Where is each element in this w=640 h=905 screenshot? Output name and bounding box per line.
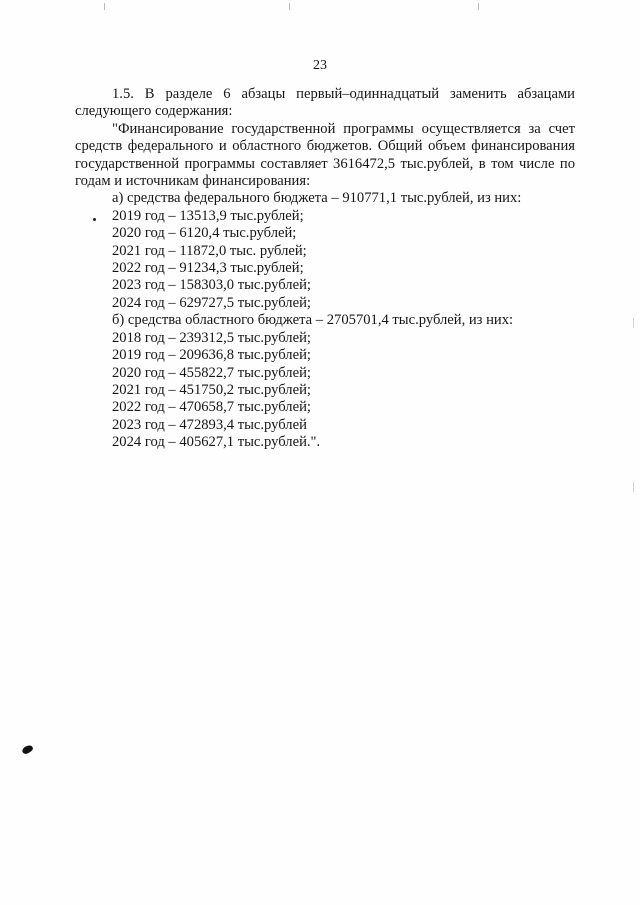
federal-item: 2020 год – 6120,4 тыс.рублей; <box>112 225 297 242</box>
federal-item: 2021 год – 11872,0 тыс. рублей; <box>112 242 307 259</box>
scan-artifact <box>289 3 290 10</box>
federal-item: 2023 год – 158303,0 тыс.рублей; <box>112 277 311 294</box>
regional-item: 2022 год – 470658,7 тыс.рублей; <box>112 399 311 416</box>
page-number: 23 <box>313 58 327 73</box>
regional-item: 2020 год – 455822,7 тыс.рублей; <box>112 364 311 381</box>
ink-blot-mark <box>21 744 34 756</box>
regional-item: 2019 год – 209636,8 тыс.рублей; <box>112 347 311 364</box>
scan-artifact <box>633 482 634 492</box>
scan-artifact <box>633 318 634 328</box>
amendment-intro: 1.5. В разделе 6 абзацы первый–одиннадцатый заменить абзацами следующего содержания: <box>75 86 575 120</box>
regional-item: 2024 год – 405627,1 тыс.рублей.". <box>112 434 321 451</box>
federal-item: 2024 год – 629727,5 тыс.рублей; <box>112 294 311 311</box>
regional-item: 2018 год – 239312,5 тыс.рублей; <box>112 329 311 346</box>
federal-budget-heading: а) средства федерального бюджета – 910771,1 тыс.рублей, из них: <box>112 190 522 207</box>
regional-item: 2021 год – 451750,2 тыс.рублей; <box>112 381 311 398</box>
regional-item: 2023 год – 472893,4 тыс.рублей <box>112 416 307 433</box>
regional-budget-heading: б) средства областного бюджета – 2705701,4 тыс.рублей, из них: <box>112 312 514 329</box>
federal-item: 2022 год – 91234,3 тыс.рублей; <box>112 260 304 277</box>
federal-item: 2019 год – 13513,9 тыс.рублей; <box>112 207 304 224</box>
scan-artifact <box>104 3 105 10</box>
scan-dot <box>93 218 96 221</box>
financing-summary: "Финансирование государственной программы осуществляется за счет средств федерального и областного бюджетов. Общий объем финансирования государственной программы составляет 3616472,5 тыс.рублей, в том числе по годам и источникам финансирования: <box>75 120 575 190</box>
scan-artifact <box>478 3 479 10</box>
document-body <box>75 86 575 452</box>
